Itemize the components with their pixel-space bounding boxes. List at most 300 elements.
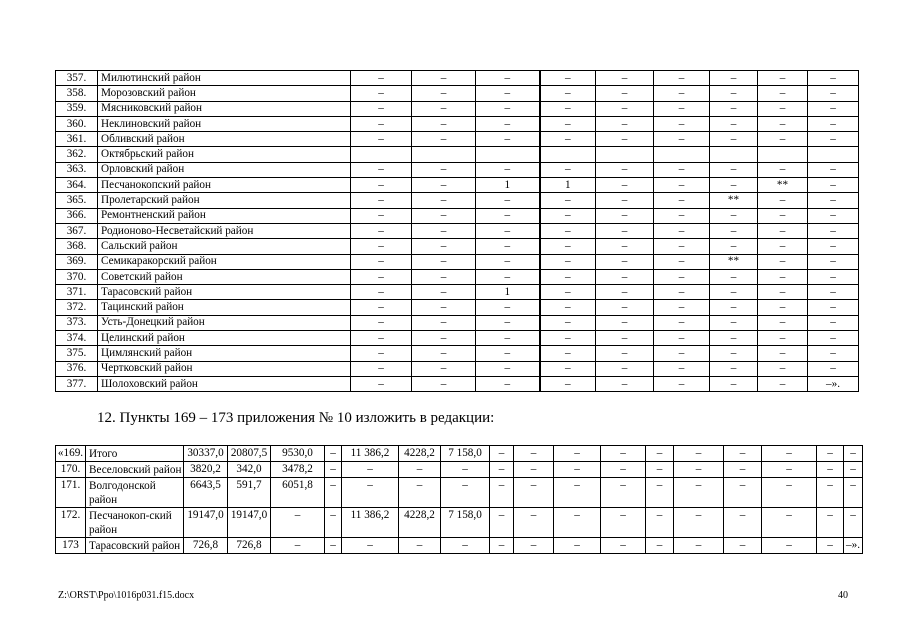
value-cell: – xyxy=(596,285,654,300)
value-cell: – xyxy=(325,462,342,478)
value-cell: – xyxy=(808,101,859,116)
district-name: Морозовский район xyxy=(98,86,351,101)
district-name: Тарасовский район xyxy=(86,538,184,554)
value-cell: – xyxy=(596,101,654,116)
row-number: 367. xyxy=(56,223,98,238)
value-cell: – xyxy=(710,300,758,315)
value-cell: – xyxy=(476,223,540,238)
section-heading: 12. Пункты 169 – 173 приложения № 10 изложить в редакции: xyxy=(97,410,495,426)
district-name: Неклиновский район xyxy=(98,116,351,131)
value-cell: – xyxy=(601,508,646,538)
value-cell: – xyxy=(412,101,476,116)
value-cell: – xyxy=(808,331,859,346)
value-cell: – xyxy=(654,331,710,346)
value-cell: – xyxy=(412,86,476,101)
value-cell xyxy=(758,147,808,162)
value-cell: – xyxy=(540,269,596,284)
value-cell: ** xyxy=(710,193,758,208)
value-cell: 11 386,2 xyxy=(342,508,399,538)
table-row xyxy=(56,147,859,162)
value-cell xyxy=(596,147,654,162)
district-name: Итого xyxy=(86,446,184,462)
district-name: Ремонтненский район xyxy=(98,208,351,223)
value-cell: ** xyxy=(710,254,758,269)
value-cell: – xyxy=(762,538,817,554)
value-cell: – xyxy=(490,446,514,462)
value-cell: – xyxy=(351,361,412,376)
value-cell: – xyxy=(514,478,554,508)
value-cell: – xyxy=(351,101,412,116)
value-cell: – xyxy=(817,446,844,462)
value-cell: – xyxy=(758,208,808,223)
value-cell: 6051,8 xyxy=(271,478,325,508)
row-number: 370. xyxy=(56,269,98,284)
row-number: 372. xyxy=(56,300,98,315)
value-cell: – xyxy=(412,223,476,238)
value-cell: 3820,2 xyxy=(184,462,228,478)
value-cell: – xyxy=(654,71,710,86)
value-cell: – xyxy=(710,331,758,346)
value-cell: – xyxy=(654,132,710,147)
value-cell: – xyxy=(596,300,654,315)
value-cell: – xyxy=(724,446,762,462)
table-row xyxy=(56,162,859,177)
value-cell: 6643,5 xyxy=(184,478,228,508)
value-cell: – xyxy=(476,86,540,101)
value-cell: – xyxy=(540,254,596,269)
value-cell: – xyxy=(412,208,476,223)
value-cell: – xyxy=(808,223,859,238)
value-cell: – xyxy=(596,193,654,208)
table-row xyxy=(56,178,859,193)
value-cell: – xyxy=(351,116,412,131)
value-cell: – xyxy=(710,101,758,116)
value-cell: – xyxy=(808,285,859,300)
value-cell: – xyxy=(758,315,808,330)
district-name: Семикаракорский район xyxy=(98,254,351,269)
value-cell: – xyxy=(654,254,710,269)
table-row xyxy=(56,269,859,284)
value-cell: – xyxy=(441,538,490,554)
value-cell: – xyxy=(540,116,596,131)
table-row xyxy=(56,315,859,330)
value-cell: – xyxy=(351,162,412,177)
value-cell: – xyxy=(654,376,710,391)
value-cell: – xyxy=(654,86,710,101)
row-number: 359. xyxy=(56,101,98,116)
value-cell: – xyxy=(412,162,476,177)
value-cell: 591,7 xyxy=(228,478,271,508)
value-cell: – xyxy=(476,300,540,315)
value-cell: – xyxy=(758,86,808,101)
value-cell: – xyxy=(540,285,596,300)
value-cell: – xyxy=(762,508,817,538)
row-number: 361. xyxy=(56,132,98,147)
value-cell: 342,0 xyxy=(228,462,271,478)
value-cell: 9530,0 xyxy=(271,446,325,462)
value-cell: – xyxy=(646,508,674,538)
table-row xyxy=(56,254,859,269)
value-cell: – xyxy=(710,132,758,147)
value-cell xyxy=(808,147,859,162)
value-cell: – xyxy=(476,331,540,346)
table-row xyxy=(56,361,859,376)
district-name: Советский район xyxy=(98,269,351,284)
value-cell: – xyxy=(412,116,476,131)
value-cell: 1 xyxy=(476,285,540,300)
table-row xyxy=(56,285,859,300)
value-cell: – xyxy=(710,71,758,86)
value-cell: – xyxy=(351,71,412,86)
value-cell: – xyxy=(399,478,441,508)
value-cell: – xyxy=(351,239,412,254)
value-cell: – xyxy=(758,331,808,346)
value-cell: – xyxy=(724,478,762,508)
value-cell: – xyxy=(351,346,412,361)
value-cell: – xyxy=(758,71,808,86)
table-row xyxy=(56,446,863,462)
value-cell: – xyxy=(710,315,758,330)
value-cell: 7 158,0 xyxy=(441,446,490,462)
value-cell: – xyxy=(758,269,808,284)
value-cell: – xyxy=(476,71,540,86)
row-number: 371. xyxy=(56,285,98,300)
table-row xyxy=(56,71,859,86)
value-cell: – xyxy=(540,223,596,238)
row-number: 363. xyxy=(56,162,98,177)
value-cell: – xyxy=(762,462,817,478)
value-cell xyxy=(351,147,412,162)
value-cell: – xyxy=(476,101,540,116)
value-cell: – xyxy=(674,538,724,554)
value-cell: – xyxy=(514,538,554,554)
value-cell: – xyxy=(271,538,325,554)
table-row xyxy=(56,116,859,131)
value-cell: – xyxy=(540,71,596,86)
row-number: 375. xyxy=(56,346,98,361)
value-cell: – xyxy=(808,162,859,177)
value-cell: – xyxy=(654,101,710,116)
value-cell xyxy=(654,147,710,162)
value-cell: – xyxy=(710,116,758,131)
table-row xyxy=(56,538,863,554)
value-cell: – xyxy=(646,538,674,554)
value-cell: – xyxy=(412,239,476,254)
value-cell: – xyxy=(817,538,844,554)
row-number: «169. xyxy=(56,446,86,462)
value-cell: – xyxy=(596,178,654,193)
value-cell: – xyxy=(758,254,808,269)
value-cell: – xyxy=(540,346,596,361)
district-name: Целинский район xyxy=(98,331,351,346)
value-cell: – xyxy=(654,269,710,284)
value-cell: – xyxy=(271,508,325,538)
value-cell: – xyxy=(808,254,859,269)
row-number: 364. xyxy=(56,178,98,193)
value-cell: – xyxy=(540,193,596,208)
value-cell: – xyxy=(351,86,412,101)
value-cell: – xyxy=(540,300,596,315)
value-cell: – xyxy=(808,361,859,376)
district-name: Песчанокопский район xyxy=(98,178,351,193)
value-cell: – xyxy=(654,315,710,330)
row-number: 172. xyxy=(56,508,86,538)
value-cell: – xyxy=(674,462,724,478)
table-row xyxy=(56,508,863,538)
value-cell: – xyxy=(476,376,540,391)
value-cell: – xyxy=(710,361,758,376)
value-cell: – xyxy=(325,478,342,508)
value-cell xyxy=(710,147,758,162)
district-name: Тарасовский район xyxy=(98,285,351,300)
value-cell: – xyxy=(710,178,758,193)
value-cell: – xyxy=(490,508,514,538)
value-cell: – xyxy=(476,346,540,361)
value-cell xyxy=(412,147,476,162)
value-cell: – xyxy=(540,132,596,147)
value-cell: – xyxy=(710,376,758,391)
value-cell: – xyxy=(351,132,412,147)
value-cell: – xyxy=(654,193,710,208)
value-cell: – xyxy=(817,478,844,508)
table-row xyxy=(56,86,859,101)
value-cell: – xyxy=(351,331,412,346)
value-cell: – xyxy=(654,178,710,193)
value-cell: – xyxy=(808,315,859,330)
value-cell: – xyxy=(325,508,342,538)
value-cell: – xyxy=(808,193,859,208)
value-cell: – xyxy=(540,162,596,177)
value-cell: – xyxy=(710,208,758,223)
value-cell: – xyxy=(412,269,476,284)
value-cell: – xyxy=(596,346,654,361)
value-cell: – xyxy=(540,331,596,346)
value-cell: 30337,0 xyxy=(184,446,228,462)
value-cell: – xyxy=(554,478,601,508)
value-cell: – xyxy=(710,269,758,284)
value-cell: – xyxy=(808,116,859,131)
value-cell: 19147,0 xyxy=(228,508,271,538)
value-cell: – xyxy=(351,315,412,330)
value-cell: – xyxy=(654,208,710,223)
value-cell: – xyxy=(654,361,710,376)
value-cell: – xyxy=(399,462,441,478)
district-name: Октябрьский район xyxy=(98,147,351,162)
value-cell: – xyxy=(476,254,540,269)
value-cell: – xyxy=(476,239,540,254)
row-number: 373. xyxy=(56,315,98,330)
table-row xyxy=(56,331,859,346)
table-row xyxy=(56,300,859,315)
value-cell: – xyxy=(710,162,758,177)
value-cell: – xyxy=(674,478,724,508)
value-cell: –». xyxy=(844,538,863,554)
value-cell: – xyxy=(601,478,646,508)
value-cell: – xyxy=(808,300,859,315)
value-cell: – xyxy=(412,178,476,193)
value-cell: – xyxy=(554,446,601,462)
table-row xyxy=(56,132,859,147)
value-cell: – xyxy=(476,208,540,223)
district-name: Тацинский район xyxy=(98,300,351,315)
value-cell: – xyxy=(674,446,724,462)
value-cell: – xyxy=(724,462,762,478)
value-cell: 11 386,2 xyxy=(342,446,399,462)
value-cell: – xyxy=(817,462,844,478)
value-cell: – xyxy=(540,101,596,116)
value-cell: – xyxy=(596,315,654,330)
row-number: 357. xyxy=(56,71,98,86)
district-name: Обливский район xyxy=(98,132,351,147)
value-cell: – xyxy=(476,315,540,330)
district-name: Орловский район xyxy=(98,162,351,177)
value-cell: – xyxy=(490,478,514,508)
value-cell: – xyxy=(710,239,758,254)
value-cell: – xyxy=(351,254,412,269)
value-cell: – xyxy=(596,239,654,254)
footer-file-path: Z:\ORST\Ppo\1016p031.f15.docx xyxy=(58,590,195,601)
value-cell: – xyxy=(441,462,490,478)
value-cell: – xyxy=(596,116,654,131)
value-cell: – xyxy=(514,446,554,462)
value-cell: – xyxy=(412,254,476,269)
value-cell: – xyxy=(540,86,596,101)
value-cell: 1 xyxy=(476,178,540,193)
district-name: Чертковский район xyxy=(98,361,351,376)
value-cell: – xyxy=(844,462,863,478)
value-cell: – xyxy=(412,361,476,376)
value-cell: – xyxy=(596,331,654,346)
districts-table-upper xyxy=(55,70,859,392)
table-row xyxy=(56,223,859,238)
value-cell: – xyxy=(351,300,412,315)
row-number: 362. xyxy=(56,147,98,162)
value-cell: – xyxy=(351,178,412,193)
value-cell: 726,8 xyxy=(228,538,271,554)
value-cell: – xyxy=(601,538,646,554)
value-cell: 20807,5 xyxy=(228,446,271,462)
row-number: 358. xyxy=(56,86,98,101)
value-cell: – xyxy=(808,178,859,193)
value-cell: – xyxy=(654,300,710,315)
value-cell: – xyxy=(758,101,808,116)
district-name: Сальский район xyxy=(98,239,351,254)
district-name: Мясниковский район xyxy=(98,101,351,116)
table-row xyxy=(56,239,859,254)
value-cell: – xyxy=(342,462,399,478)
value-cell: 7 158,0 xyxy=(441,508,490,538)
value-cell: – xyxy=(654,116,710,131)
value-cell: – xyxy=(490,538,514,554)
value-cell: – xyxy=(342,478,399,508)
value-cell: – xyxy=(817,508,844,538)
value-cell: – xyxy=(596,162,654,177)
row-number: 374. xyxy=(56,331,98,346)
value-cell: – xyxy=(844,478,863,508)
value-cell: – xyxy=(412,300,476,315)
value-cell: – xyxy=(596,132,654,147)
row-number: 365. xyxy=(56,193,98,208)
value-cell: – xyxy=(710,285,758,300)
value-cell: – xyxy=(351,193,412,208)
value-cell: – xyxy=(441,478,490,508)
district-name: Усть-Донецкий район xyxy=(98,315,351,330)
value-cell: – xyxy=(490,462,514,478)
value-cell: – xyxy=(758,285,808,300)
value-cell: – xyxy=(412,315,476,330)
value-cell: – xyxy=(412,376,476,391)
value-cell: – xyxy=(762,478,817,508)
value-cell: – xyxy=(476,193,540,208)
value-cell: – xyxy=(808,71,859,86)
value-cell: – xyxy=(325,446,342,462)
value-cell: – xyxy=(654,239,710,254)
value-cell xyxy=(540,147,596,162)
value-cell: – xyxy=(758,193,808,208)
value-cell: 19147,0 xyxy=(184,508,228,538)
value-cell: – xyxy=(646,446,674,462)
value-cell: – xyxy=(596,254,654,269)
value-cell: 4228,2 xyxy=(399,446,441,462)
value-cell: – xyxy=(514,462,554,478)
value-cell: – xyxy=(412,132,476,147)
value-cell: – xyxy=(554,538,601,554)
row-number: 173 xyxy=(56,538,86,554)
value-cell: – xyxy=(351,376,412,391)
district-name: Волгодонской район xyxy=(86,478,184,508)
row-number: 170. xyxy=(56,462,86,478)
value-cell: – xyxy=(596,208,654,223)
value-cell: – xyxy=(596,361,654,376)
district-name: Цимлянский район xyxy=(98,346,351,361)
value-cell: – xyxy=(808,86,859,101)
value-cell: – xyxy=(325,538,342,554)
value-cell: – xyxy=(351,223,412,238)
value-cell: – xyxy=(808,132,859,147)
row-number: 368. xyxy=(56,239,98,254)
value-cell: – xyxy=(596,86,654,101)
district-name: Милютинский район xyxy=(98,71,351,86)
value-cell: – xyxy=(844,508,863,538)
districts-table-lower xyxy=(55,445,863,554)
value-cell: – xyxy=(596,269,654,284)
table-row xyxy=(56,346,859,361)
value-cell: – xyxy=(351,208,412,223)
value-cell: – xyxy=(758,239,808,254)
value-cell: – xyxy=(540,239,596,254)
row-number: 366. xyxy=(56,208,98,223)
value-cell: – xyxy=(758,346,808,361)
value-cell: – xyxy=(540,208,596,223)
value-cell: – xyxy=(654,346,710,361)
row-number: 171. xyxy=(56,478,86,508)
value-cell: – xyxy=(808,346,859,361)
value-cell: – xyxy=(476,361,540,376)
row-number: 376. xyxy=(56,361,98,376)
value-cell: – xyxy=(476,132,540,147)
value-cell: – xyxy=(724,538,762,554)
value-cell: – xyxy=(710,86,758,101)
value-cell: 4228,2 xyxy=(399,508,441,538)
row-number: 369. xyxy=(56,254,98,269)
value-cell: – xyxy=(351,269,412,284)
value-cell: – xyxy=(476,116,540,131)
value-cell: – xyxy=(412,285,476,300)
table-row xyxy=(56,376,859,391)
table-row xyxy=(56,193,859,208)
value-cell: – xyxy=(342,538,399,554)
table-row xyxy=(56,101,859,116)
